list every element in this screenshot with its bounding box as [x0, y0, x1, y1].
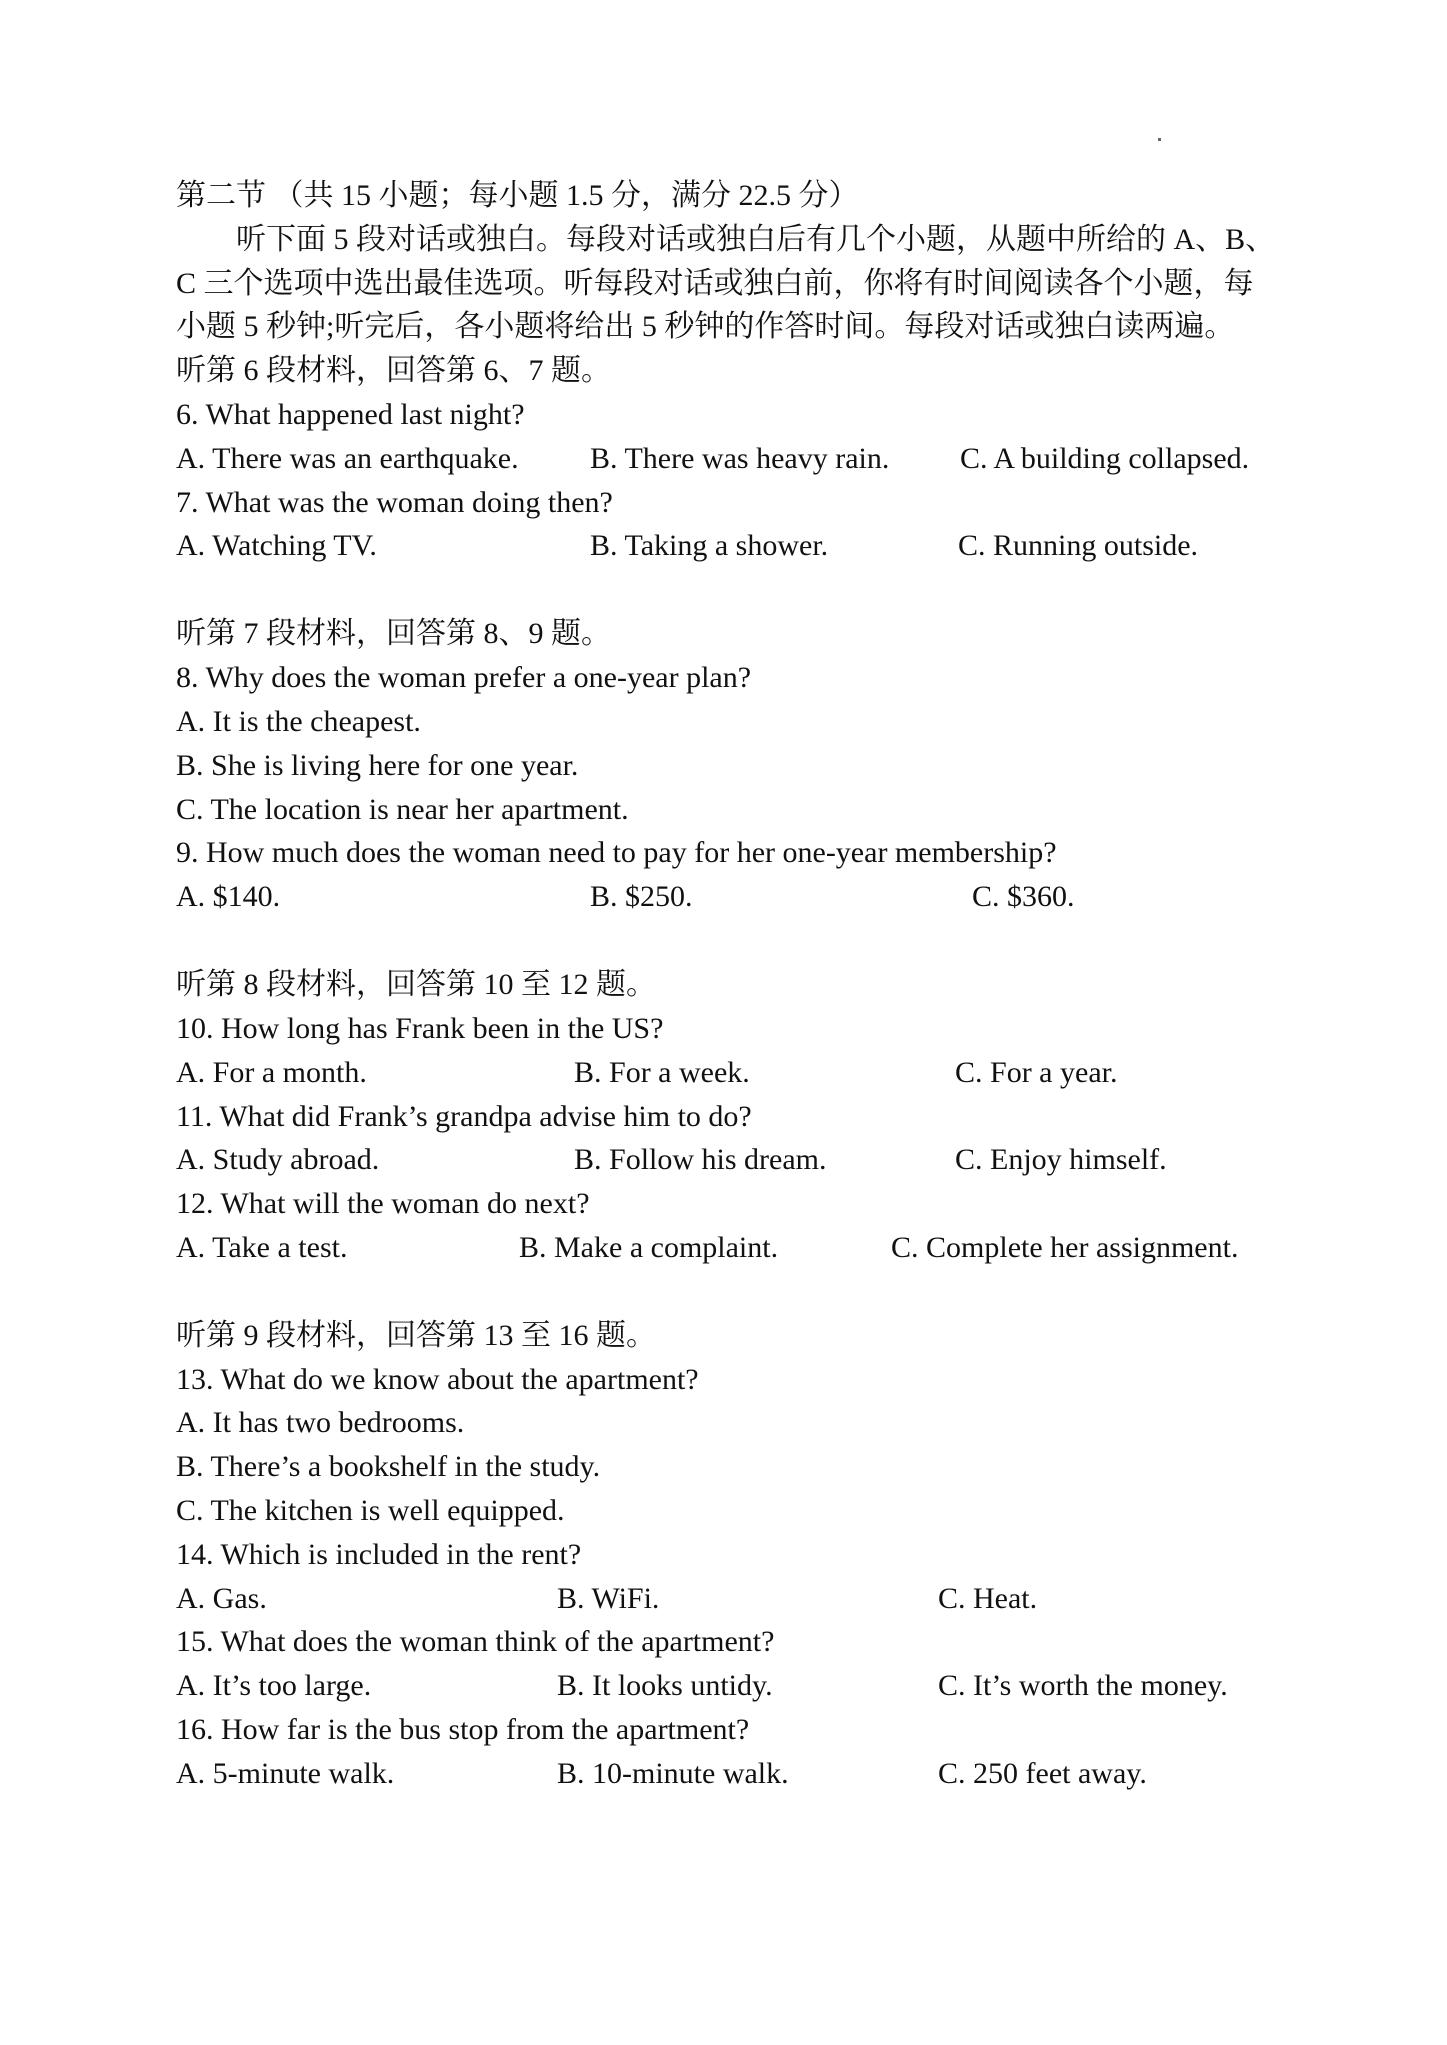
option-b: B. There was heavy rain.: [590, 442, 890, 475]
option-c: C. The location is near her apartment.: [176, 793, 629, 826]
question-stem: 8. Why does the woman prefer a one-year plan?: [176, 661, 752, 694]
option-a: A. Gas.: [176, 1582, 267, 1615]
question-stem: 15. What does the woman think of the apartment?: [176, 1625, 775, 1658]
option-b: B. Follow his dream.: [574, 1143, 827, 1176]
option-a: A. It is the cheapest.: [176, 705, 421, 738]
option-a: A. Watching TV.: [176, 529, 377, 562]
group-heading: 听第 6 段材料，回答第 6、7 题。: [176, 354, 611, 387]
option-b: B. Taking a shower.: [590, 529, 829, 562]
option-c: C. The kitchen is well equipped.: [176, 1494, 565, 1527]
option-c: C. For a year.: [955, 1056, 1118, 1089]
option-b: B. WiFi.: [557, 1582, 660, 1615]
option-a: A. It’s too large.: [176, 1669, 372, 1702]
option-c: C. Running outside.: [958, 529, 1199, 562]
option-b: B. It looks untidy.: [557, 1669, 773, 1702]
question-stem: 16. How far is the bus stop from the apartment?: [176, 1713, 750, 1746]
option-a: A. It has two bedrooms.: [176, 1406, 465, 1439]
group-heading: 听第 9 段材料，回答第 13 至 16 题。: [176, 1319, 656, 1352]
option-c: C. Enjoy himself.: [955, 1143, 1167, 1176]
option-a: A. For a month.: [176, 1056, 367, 1089]
question-stem: 12. What will the woman do next?: [176, 1187, 590, 1220]
instruction-line: 听下面 5 段对话或独白。每段对话或独白后有几个小题，从题中所给的 A、B、: [236, 223, 1276, 256]
option-a: A. Study abroad.: [176, 1143, 380, 1176]
option-a: A. 5-minute walk.: [176, 1757, 395, 1790]
option-c: C. Heat.: [938, 1582, 1038, 1615]
question-stem: 9. How much does the woman need to pay for her one-year membership?: [176, 836, 1057, 869]
question-stem: 13. What do we know about the apartment?: [176, 1363, 699, 1396]
option-b: B. She is living here for one year.: [176, 749, 579, 782]
option-c: C. It’s worth the money.: [938, 1669, 1228, 1702]
question-stem: 10. How long has Frank been in the US?: [176, 1012, 664, 1045]
instruction-line: 小题 5 秒钟;听完后，各小题将给出 5 秒钟的作答时间。每段对话或独白读两遍。: [176, 310, 1235, 343]
scan-dot: [1158, 138, 1161, 141]
question-stem: 6. What happened last night?: [176, 398, 525, 431]
option-b: B. $250.: [590, 880, 693, 913]
instruction-line: C 三个选项中选出最佳选项。听每段对话或独白前，你将有时间阅读各个小题，每: [176, 267, 1254, 300]
option-c: C. $360.: [972, 880, 1075, 913]
option-c: C. 250 feet away.: [938, 1757, 1147, 1790]
option-c: C. A building collapsed.: [960, 442, 1250, 475]
option-a: A. $140.: [176, 880, 281, 913]
option-b: B. There’s a bookshelf in the study.: [176, 1450, 601, 1483]
question-stem: 11. What did Frank’s grandpa advise him to do?: [176, 1100, 752, 1133]
group-heading: 听第 8 段材料，回答第 10 至 12 题。: [176, 968, 656, 1001]
option-c: C. Complete her assignment.: [891, 1231, 1239, 1264]
option-b: B. Make a complaint.: [519, 1231, 779, 1264]
question-stem: 14. Which is included in the rent?: [176, 1538, 582, 1571]
group-heading: 听第 7 段材料，回答第 8、9 题。: [176, 617, 611, 650]
option-b: B. For a week.: [574, 1056, 750, 1089]
section-title: 第二节 （共 15 小题；每小题 1.5 分，满分 22.5 分）: [176, 179, 859, 212]
question-stem: 7. What was the woman doing then?: [176, 486, 613, 519]
option-b: B. 10-minute walk.: [557, 1757, 789, 1790]
option-a: A. There was an earthquake.: [176, 442, 519, 475]
option-a: A. Take a test.: [176, 1231, 348, 1264]
